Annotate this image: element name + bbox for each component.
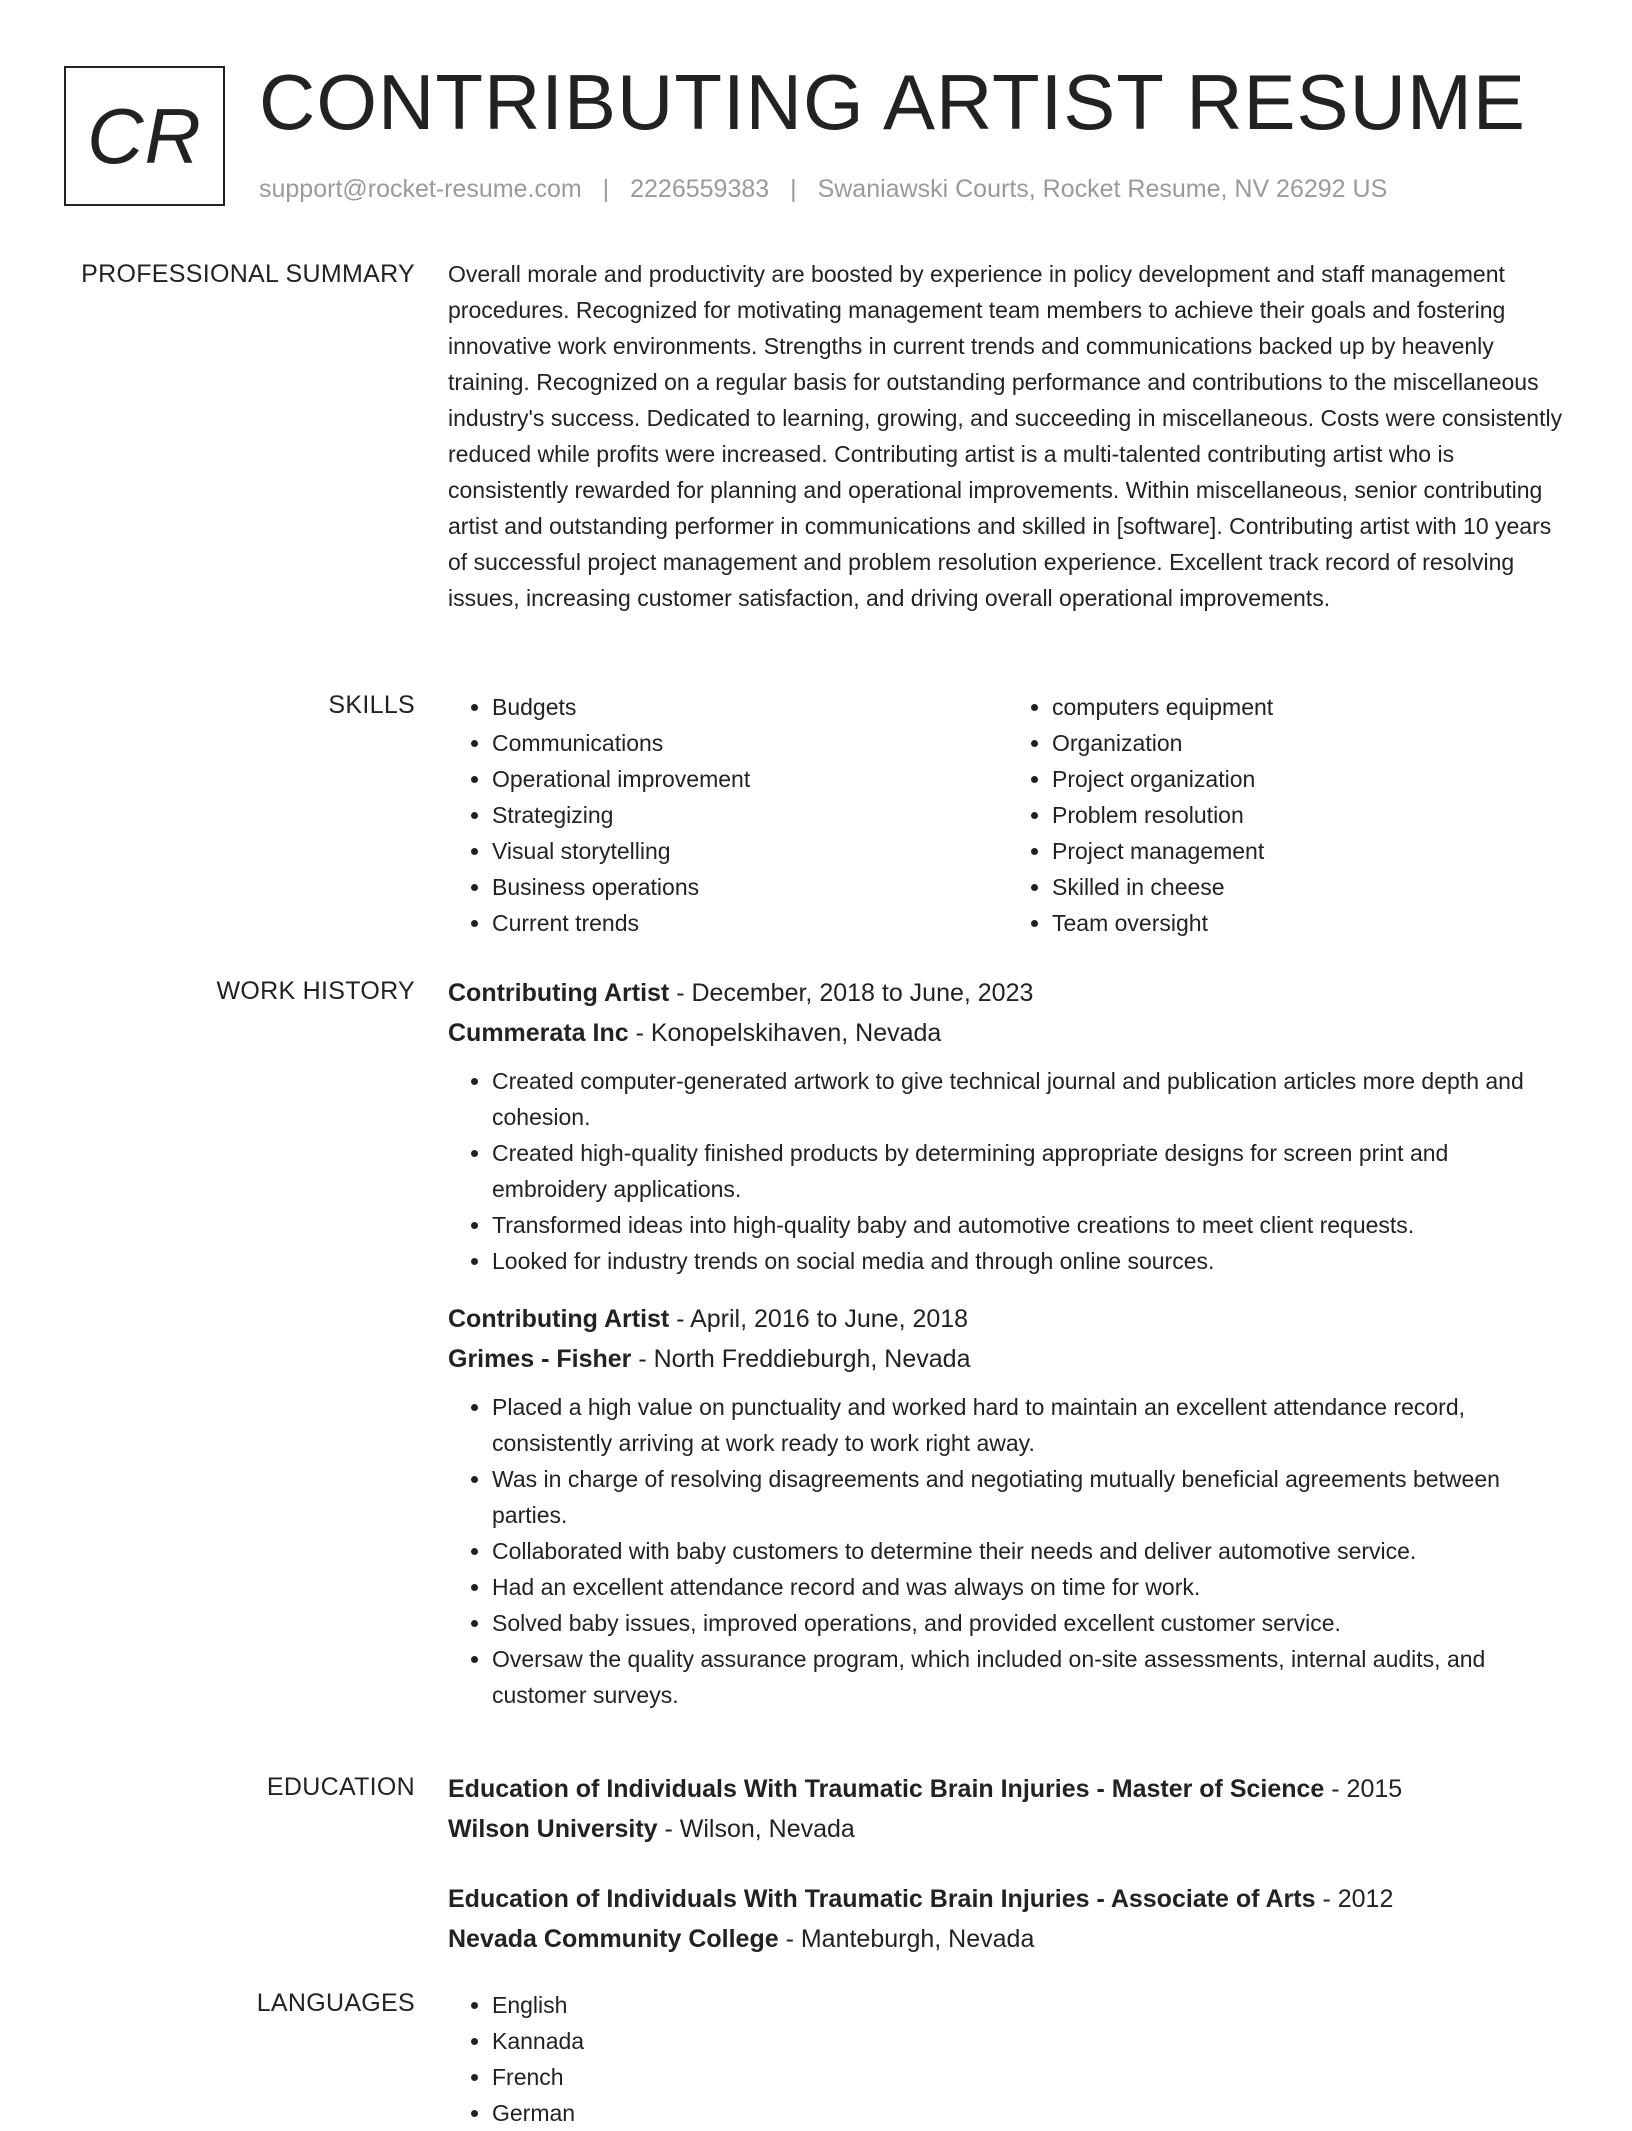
skills-list-left <box>448 689 1008 941</box>
education-year: - 2012 <box>1315 1885 1394 1913</box>
list-item: • Collaborated with baby customers to determine their needs and deliver automotive service. <box>492 1533 1568 1569</box>
list-item: • Communications <box>492 725 1008 761</box>
contact-address: Swaniawski Courts, Rocket Resume, NV 26292 US <box>817 175 1388 203</box>
list-item: • Oversaw the quality assurance program, which included on-site assessments, internal audits, and customer surveys. <box>492 1641 1568 1713</box>
work-history-body <box>448 973 1568 1733</box>
education-year: - 2015 <box>1324 1775 1403 1803</box>
section-label-languages: LANGUAGES <box>256 1989 415 2017</box>
list-item: • German <box>492 2095 1568 2131</box>
job-location: - Konopelskihaven, Nevada <box>628 1019 942 1047</box>
job-company-line <box>448 1339 1568 1379</box>
job-entry <box>448 973 1568 1279</box>
languages-list <box>448 1987 1568 2131</box>
list-item: • Budgets <box>492 689 1008 725</box>
education-degree-line <box>448 1769 1568 1809</box>
job-title-line <box>448 1299 1568 1339</box>
section-label-work: WORK HISTORY <box>216 977 415 1005</box>
list-item: • Solved baby issues, improved operations, and provided excellent customer service. <box>492 1605 1568 1641</box>
contact-line <box>259 175 1387 204</box>
list-item: • Business operations <box>492 869 1008 905</box>
job-company: Cummerata Inc <box>448 1019 629 1047</box>
contact-separator: | <box>602 175 610 203</box>
skills-body <box>448 689 1568 941</box>
list-item: • Operational improvement <box>492 761 1008 797</box>
education-degree: Education of Individuals With Traumatic Brain Injuries - Master of Science <box>448 1775 1325 1803</box>
list-item: • French <box>492 2059 1568 2095</box>
education-school-line <box>448 1809 1568 1849</box>
education-school: Nevada Community College <box>448 1925 779 1953</box>
list-item: • Current trends <box>492 905 1008 941</box>
list-item: • Project organization <box>1052 761 1568 797</box>
list-item: • computers equipment <box>1052 689 1568 725</box>
education-body <box>448 1769 1568 1989</box>
list-item: • Looked for industry trends on social media and through online sources. <box>492 1243 1568 1279</box>
list-item: • Created high-quality finished products by determining appropriate designs for screen print and embroidery applications. <box>492 1135 1568 1207</box>
monogram: CR <box>64 66 225 206</box>
list-item: • Problem resolution <box>1052 797 1568 833</box>
summary-text: Overall morale and productivity are boosted by experience in policy development and staff management procedures. Recognized for motivating management team members to achieve their goals and fostering innovative work environments. Strengths in current trends and communications backed up by heavenly training. Recognized on a regular basis for outstanding performance and contributions to the miscellaneous industry's success. Dedicated to learning, growing, and succeeding in miscellaneous. Costs were consistently reduced while profits were increased. Contributing artist is a multi-talented contributing artist who is consistently rewarded for planning and operational improvements. Within miscellaneous, senior contributing artist and outstanding performer in communications and skilled in [software]. Contributing artist with 10 years of successful project management and problem resolution experience. Excellent track record of resolving issues, increasing customer satisfaction, and driving overall operational improvements. <box>448 261 1563 611</box>
education-entry <box>448 1769 1568 1849</box>
list-item: • Organization <box>1052 725 1568 761</box>
job-title: Contributing Artist <box>448 979 670 1007</box>
section-label-skills: SKILLS <box>328 691 415 719</box>
job-dates: - April, 2016 to June, 2018 <box>669 1305 969 1333</box>
list-item: • Skilled in cheese <box>1052 869 1568 905</box>
education-entry <box>448 1879 1568 1959</box>
list-item: • Had an excellent attendance record and was always on time for work. <box>492 1569 1568 1605</box>
list-item: • Project management <box>1052 833 1568 869</box>
job-entry <box>448 1299 1568 1713</box>
job-title-line <box>448 973 1568 1013</box>
contact-email: support@rocket-resume.com <box>259 175 582 203</box>
job-title: Contributing Artist <box>448 1305 670 1333</box>
list-item: • Transformed ideas into high-quality baby and automotive creations to meet client requests. <box>492 1207 1568 1243</box>
list-item: • Created computer-generated artwork to give technical journal and publication articles more depth and cohesion. <box>492 1063 1568 1135</box>
list-item: • Strategizing <box>492 797 1008 833</box>
education-school: Wilson University <box>448 1815 658 1843</box>
section-label-summary: PROFESSIONAL SUMMARY <box>81 260 415 288</box>
section-label-education: EDUCATION <box>266 1773 415 1801</box>
education-degree: Education of Individuals With Traumatic Brain Injuries - Associate of Arts <box>448 1885 1316 1913</box>
list-item: • Kannada <box>492 2023 1568 2059</box>
education-degree-line <box>448 1879 1568 1919</box>
skills-list-right <box>1008 689 1568 941</box>
languages-body <box>448 1987 1568 2131</box>
list-item: • English <box>492 1987 1568 2023</box>
job-company-line <box>448 1013 1568 1053</box>
job-bullets <box>448 1063 1568 1279</box>
list-item: • Visual storytelling <box>492 833 1008 869</box>
list-item: • Was in charge of resolving disagreements and negotiating mutually beneficial agreements between parties. <box>492 1461 1568 1533</box>
contact-phone: 2226559383 <box>630 175 770 203</box>
job-bullets <box>448 1389 1568 1713</box>
contact-separator: | <box>790 175 797 203</box>
education-location: - Wilson, Nevada <box>657 1815 855 1843</box>
education-location: - Manteburgh, Nevada <box>778 1925 1035 1953</box>
education-school-line <box>448 1919 1568 1959</box>
job-location: - North Freddieburgh, Nevada <box>631 1345 971 1373</box>
list-item: • Team oversight <box>1052 905 1568 941</box>
job-company: Grimes - Fisher <box>448 1345 632 1373</box>
list-item: • Placed a high value on punctuality and worked hard to maintain an excellent attendance record, consistently arriving at work ready to work right away. <box>492 1389 1568 1461</box>
resume-title: CONTRIBUTING ARTIST RESUME <box>259 58 1526 146</box>
summary-body <box>448 256 1568 616</box>
job-dates: - December, 2018 to June, 2023 <box>669 979 1034 1007</box>
